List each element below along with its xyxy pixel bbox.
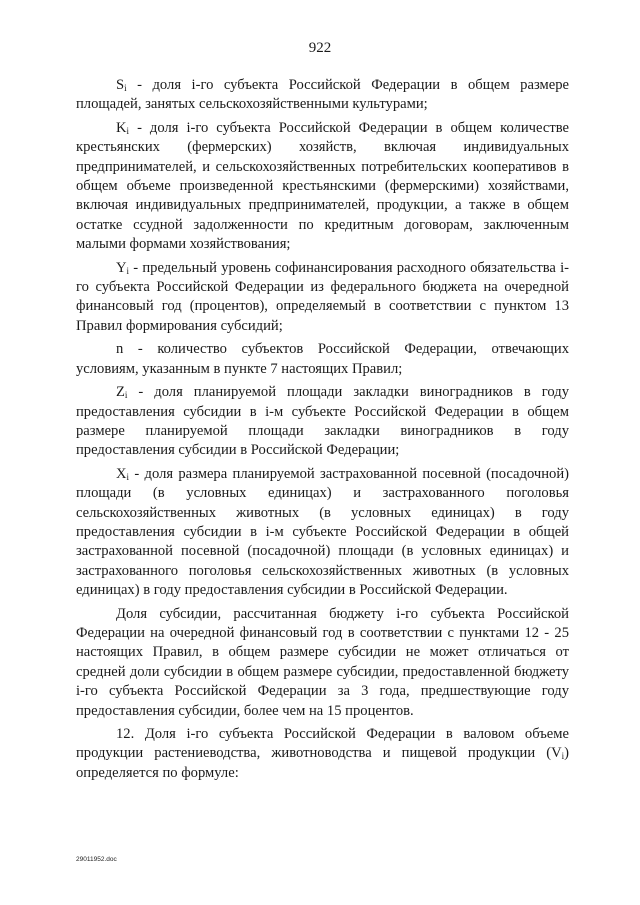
definition-y-paragraph	[76, 259, 569, 337]
subsidy-share-paragraph: Доля субсидии, рассчитанная бюджету i-го субъекта Российской Федерации на очередной финансовый год в соответствии с пунктами 12 - 25 настоящих Правил, в общем размере субсидии не может отличаться от средней доли субсидии в общем размере субсидии, предоставленной бюджету i-го субъекта Российской Федерации за 3 года, предшествующие году предоставления субсидии, более чем на 15 процентов.	[76, 605, 569, 719]
definition-x-paragraph	[76, 465, 569, 601]
definition-s-paragraph	[76, 76, 569, 115]
definition-text: - доля планируемой площади закладки виноградников в году предоставления субсидии в i-м субъекте Российской Федерации в общем размере планируемой площади закладки виноградников в году предоставления субсидии в Российской Федерации;	[76, 384, 569, 459]
document-body	[76, 76, 569, 783]
definition-text: - доля размера планируемой застрахованной посевной (посадочной) площади (в условных единицах) и застрахованного поголовья сельскохозяйственных животных (в условных единицах) в году предоставления субсидии в i-м субъекте Российской Федерации в общей застрахованной посевной (посадочной) площади (в условных единицах) и застрахованного поголовья сельскохозяйственных животных (в условных единицах) в году предоставления субсидии в Российской Федерации.	[76, 465, 569, 599]
definition-text: - предельный уровень софинансирования расходного обязательства i-го субъекта Российской Федерации из федерального бюджета на очередной финансовый год (процентов), определяемый в соответствии с пунктом 13 Правил формирования субсидий;	[76, 259, 569, 334]
clause-12-paragraph: 12. Доля i-го субъекта Российской Федерации в валовом объеме продукции растениеводства, животноводства и пищевой продукции $(V_i)$ определяется по формуле:	[76, 726, 569, 781]
variable-symbol: $K_i$	[116, 119, 130, 136]
variable-symbol: $Y_i$	[116, 259, 130, 276]
definition-text: - количество субъектов Российской Федерации, отвечающих условиям, указанным в пункте 7 настоящих Правил;	[76, 341, 569, 377]
definition-text: - доля i-го субъекта Российской Федерации в общем размере площадей, занятых сельскохозяйственными культурами;	[76, 77, 569, 113]
variable-symbol: $Z_i$	[116, 384, 128, 401]
variable-symbol: $S_i$	[116, 77, 127, 93]
definition-text: - доля i-го субъекта Российской Федерации в общем количестве крестьянских (фермерских) хозяйств, включая индивидуальных предпринимателей, и сельскохозяйственных потребительских кооперативов в общем объеме произведенной крестьянскими (фермерскими) хозяйствами, включая индивидуальных предпринимателей, продукции, а также в общем остатке ссудной задолженности по кредитным договорам, заключенным малыми формами хозяйствования;	[76, 119, 569, 253]
document-filename-footer: 29011952.doc	[76, 856, 117, 863]
definition-z-paragraph	[76, 383, 569, 461]
variable-symbol: $X_i$	[116, 465, 130, 482]
page-number: 922	[308, 40, 332, 56]
variable-symbol: n	[116, 341, 124, 358]
definition-n-paragraph	[76, 340, 569, 379]
definition-k-paragraph	[76, 119, 569, 255]
